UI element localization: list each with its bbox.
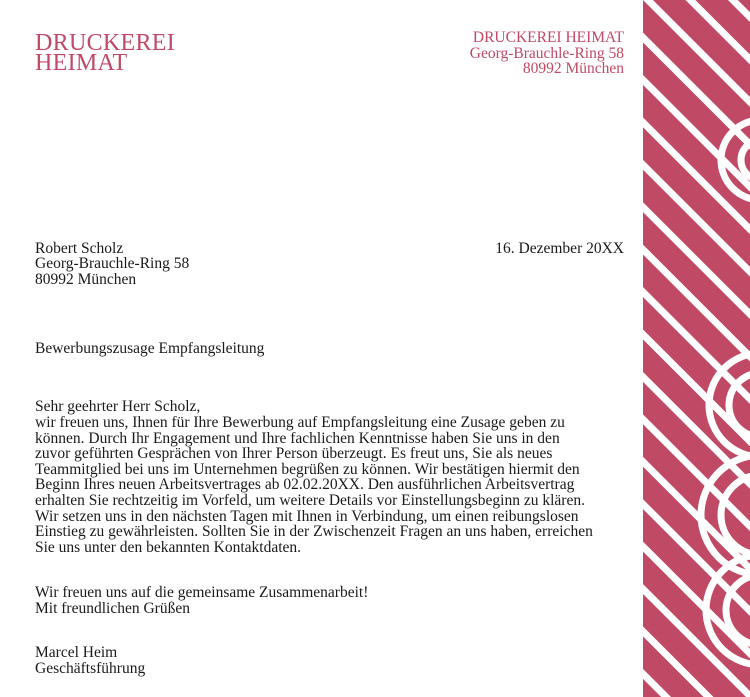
letter-greeting: Sehr geehrter Herr Scholz, <box>35 398 201 415</box>
sender-street: Georg-Brauchle-Ring 58 <box>469 44 624 62</box>
recipient-address <box>35 241 189 287</box>
sender-city: 80992 München <box>522 60 624 77</box>
letter-closing <box>35 585 368 616</box>
diagonal-stripes-pattern-icon <box>643 0 750 697</box>
signature-role: Geschäftsführung <box>35 659 146 677</box>
sender-name: DRUCKEREI HEIMAT <box>472 29 624 46</box>
recipient-name: Robert Scholz <box>35 240 124 257</box>
sender-address <box>470 30 624 77</box>
logo-line-1: DRUCKEREI <box>35 30 176 56</box>
letter-subject: Bewerbungszusage Empfangsleitung <box>35 340 265 357</box>
letter-body: wir freuen uns, Ihnen für Ihre Bewerbung auf Empfangsleitung eine Zusage geben zu können. Durch Ihr Engagement und Ihre fachlichen Kenntnisse haben Sie uns in den zuvor geführten Gesprächen von Ihrer Person überzeugt. Es freut uns, Sie als neues Teammitglied bei uns im Unternehmen begrüßen zu können. Wir bestätigen hiermit den Beginn Ihres neuen Arbeitsvertrages ab 02.02.20XX. Den ausführlichen Arbeitsvertrag erhalten Sie rechtzeitig im Vorfeld, um weitere Details vor Einstellungsbeginn zu klären. Wir setzen uns in den nächsten Tagen mit Ihnen in Verbindung, um einen reibungslosen Einstieg zu gewährleisten. Sollten Sie in der Zwischenzeit Fragen an uns haben, erreichen Sie uns unter den bekannten Kontaktdaten. <box>35 414 593 556</box>
closing-line-2: Mit freundlichen Grüßen <box>35 599 190 617</box>
recipient-street: Georg-Brauchle-Ring 58 <box>35 255 190 273</box>
company-logo <box>35 30 176 76</box>
closing-line-1: Wir freuen uns auf die gemeinsame Zusammenarbeit! <box>35 584 369 601</box>
recipient-city: 80992 München <box>35 270 137 288</box>
decorative-stripe-band <box>643 0 750 697</box>
letter-date: 16. Dezember 20XX <box>495 240 624 257</box>
logo-line-2: HEIMAT <box>35 50 128 76</box>
signature-name: Marcel Heim <box>35 644 118 661</box>
letter-signature <box>35 645 145 676</box>
